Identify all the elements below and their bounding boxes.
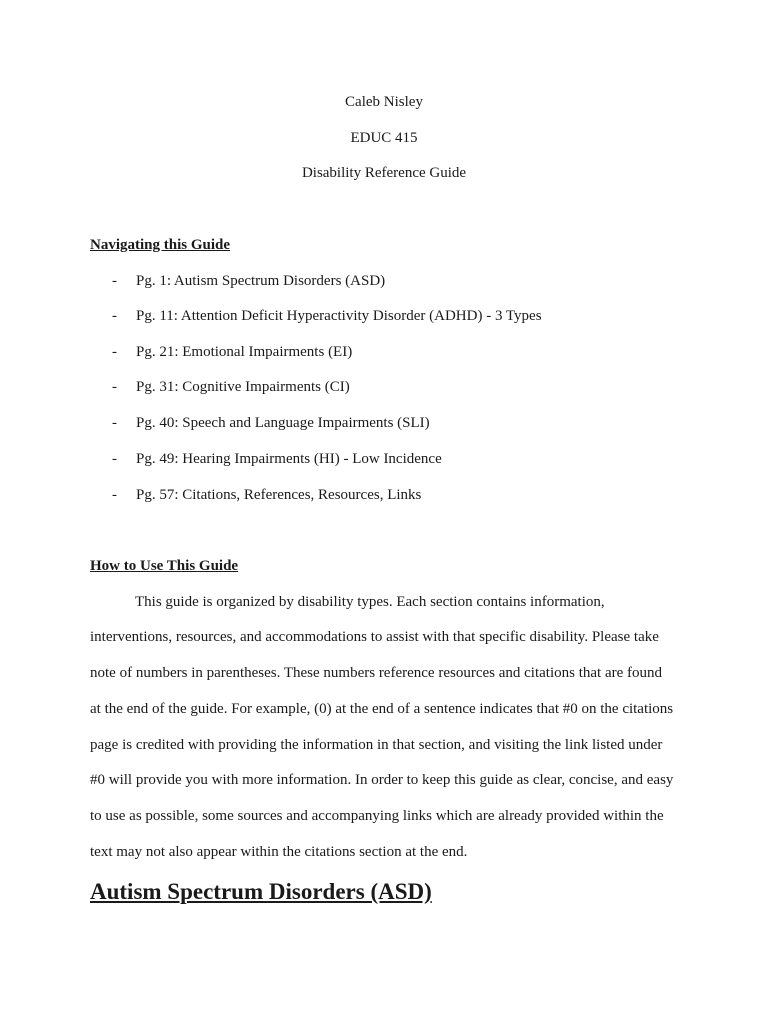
nav-item-label: Pg. 49: Hearing Impairments (HI) - Low Incidence <box>136 451 442 467</box>
paragraph-line: page is credited with providing the information in that section, and visiting the link listed under <box>90 737 663 753</box>
author-name: Caleb Nisley <box>345 94 423 110</box>
bullet-dash: - <box>112 487 117 503</box>
nav-item-adhd <box>112 307 542 325</box>
nav-item-ei <box>112 343 352 361</box>
paragraph-line: interventions, resources, and accommodations to assist with that specific disability. Please take <box>90 629 659 645</box>
paragraph-line: to use as possible, some sources and accompanying links which are already provided within the <box>90 808 664 824</box>
bullet-dash: - <box>112 344 117 360</box>
nav-item-asd <box>112 272 385 290</box>
nav-item-hi <box>112 450 442 468</box>
nav-item-label: Pg. 11: Attention Deficit Hyperactivity Disorder (ADHD) - 3 Types <box>136 308 542 324</box>
nav-item-citations <box>112 486 421 504</box>
paragraph-line: #0 will provide you with more information. In order to keep this guide as clear, concise, and easy <box>90 772 674 788</box>
bullet-dash: - <box>112 308 117 324</box>
nav-item-label: Pg. 57: Citations, References, Resources, Links <box>136 487 422 503</box>
nav-item-label: Pg. 31: Cognitive Impairments (CI) <box>136 379 350 395</box>
nav-item-sli <box>112 414 430 432</box>
course-code: EDUC 415 <box>350 130 418 146</box>
paragraph-line: This guide is organized by disability types. Each section contains information, <box>135 594 605 610</box>
bullet-dash: - <box>112 273 117 289</box>
bullet-dash: - <box>112 415 117 431</box>
nav-item-ci <box>112 378 350 396</box>
paragraph-line: note of numbers in parentheses. These numbers reference resources and citations that are found <box>90 665 663 681</box>
nav-item-label: Pg. 1: Autism Spectrum Disorders (ASD) <box>136 273 386 289</box>
nav-item-label: Pg. 21: Emotional Impairments (EI) <box>136 344 353 360</box>
section-title-asd: Autism Spectrum Disorders (ASD) <box>90 879 432 904</box>
nav-item-label: Pg. 40: Speech and Language Impairments (SLI) <box>136 415 430 431</box>
document-title: Disability Reference Guide <box>301 165 467 181</box>
bullet-dash: - <box>112 379 117 395</box>
paragraph-line: text may not also appear within the citations section at the end. <box>90 844 468 860</box>
navigation-heading: Navigating this Guide <box>90 237 231 253</box>
paragraph-line: at the end of the guide. For example, (0) at the end of a sentence indicates that #0 on the citations <box>90 701 674 717</box>
bullet-dash: - <box>112 451 117 467</box>
how-to-heading: How to Use This Guide <box>90 558 239 574</box>
